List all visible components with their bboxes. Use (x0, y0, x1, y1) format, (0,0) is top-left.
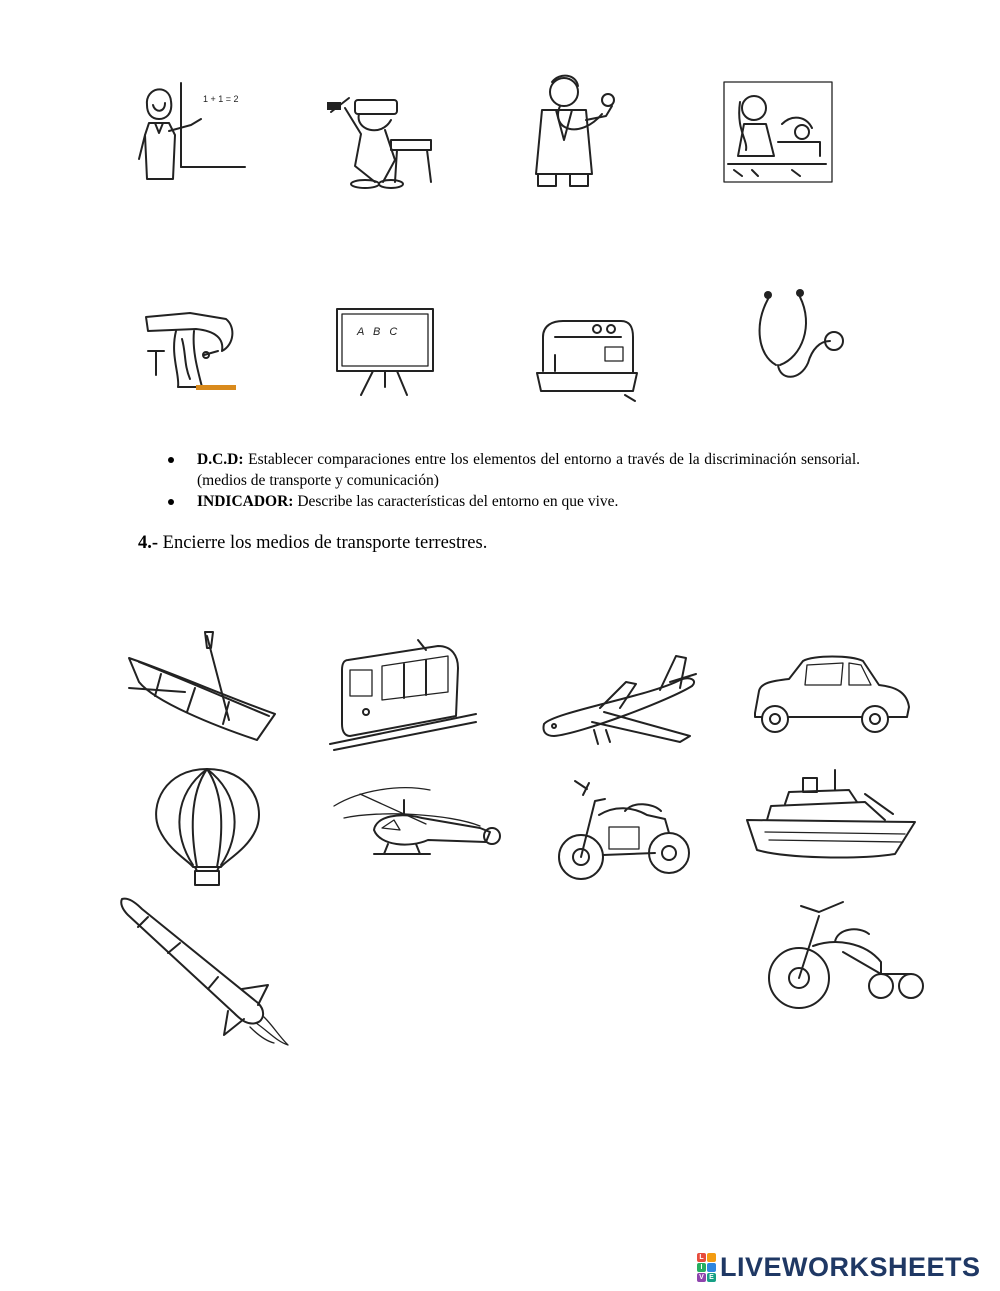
mark-letter-i: I (697, 1263, 706, 1272)
brand-name: LIVEWORKSHEETS (720, 1252, 981, 1282)
objectives-list (168, 449, 860, 512)
helicopter-image[interactable] (330, 780, 505, 865)
rocket-image[interactable] (118, 895, 293, 1045)
dcd-bullet (168, 449, 860, 491)
teacher-image (135, 75, 250, 185)
chalkboard-image (333, 305, 438, 400)
hot-air-balloon-image[interactable] (145, 765, 270, 890)
bullet-dot-icon (168, 457, 174, 463)
tram-image[interactable] (328, 640, 478, 750)
indicator-bullet (168, 491, 860, 512)
indicator-text: Describe las características del entorno en que vive. (293, 493, 619, 510)
board-equation-text: 1 + 1 = 2 (203, 94, 239, 104)
stethoscope-image (750, 285, 850, 385)
mark-letter-e: E (707, 1273, 716, 1282)
task-instruction (138, 533, 487, 554)
seamstress-image (722, 80, 837, 185)
mark-letter-l: L (697, 1253, 706, 1262)
indicator-label: INDICADOR: (197, 493, 294, 510)
airplane-image[interactable] (540, 652, 700, 747)
dcd-text: Establecer comparaciones entre los elementos del entorno a través de la discriminación sensorial. (medios de transporte y comunicación) (197, 451, 860, 489)
task-number: 4.- (138, 533, 159, 553)
dcd-label: D.C.D: (197, 451, 244, 468)
rowboat-image[interactable] (125, 630, 280, 745)
mark-square (707, 1253, 716, 1262)
doctor-image (520, 70, 620, 190)
mark-square (707, 1263, 716, 1272)
car-image[interactable] (745, 655, 915, 740)
motorcycle-image[interactable] (555, 775, 695, 890)
chalkboard-letters-text: A B C (357, 326, 401, 338)
ship-image[interactable] (745, 770, 920, 865)
task-text: Encierre los medios de transporte terrestres. (158, 533, 488, 553)
liveworksheets-mark-icon (697, 1253, 716, 1282)
hammer-image (140, 305, 245, 393)
mark-letter-v: V (697, 1273, 706, 1282)
bullet-dot-icon (168, 499, 174, 505)
liveworksheets-logo (697, 1252, 981, 1283)
tricycle-image[interactable] (765, 898, 925, 1023)
sewing-machine-image (535, 315, 640, 405)
carpenter-image (325, 90, 440, 190)
